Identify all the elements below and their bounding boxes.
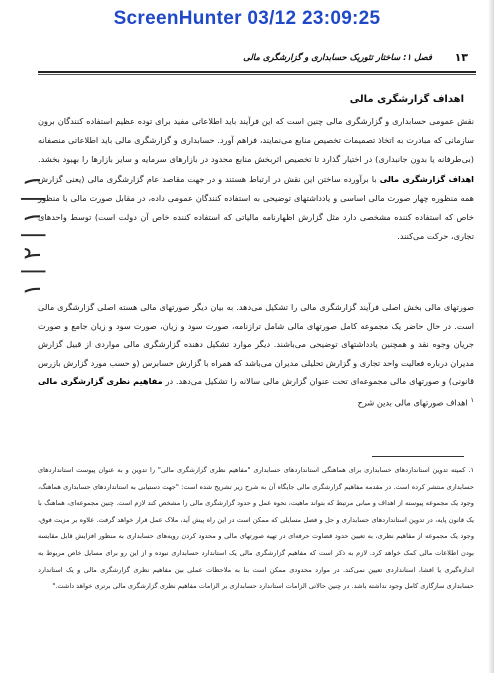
page-number: ۱۳ [454, 51, 468, 64]
footnote-divider [372, 456, 464, 457]
paragraph-2-bold-term: مفاهیم نظری گزارشگری مالی [38, 376, 163, 387]
scan-edge-shadow [488, 0, 494, 673]
section-heading: اهداف گزارشگری مالی [349, 94, 464, 105]
paragraph-1-bold-term: اهداف گزارشگری مالی [379, 173, 474, 184]
paragraph-2 [38, 298, 474, 412]
handwritten-margin-note: ۱ | ۲ | ۱ | ۱ [18, 174, 46, 296]
paragraph-1-text: نقش عمومی حسابداری و گزارشگری مالی چنین است که این فرآیند باید اطلاعاتی مفید برای توده عظیم استفاده کنندگان برون سازمانی که مبادرت به اتخاذ تصمیمات تخصیص منابع می‌نمایند، فراهم آورد. حسابداری و گزارشگری مالی باید اطلاعاتی منصفانه (بی‌طرفانه یا بدون جانبداری) در اختیار گذارد تا تخصیص اثربخش منابع محدود در بازارهای سرمایه و سایر بازارها را بهبود بخشد. [38, 116, 474, 165]
paragraph-2-end: اهداف صورتهای مالی بدین شرح [357, 397, 468, 408]
footnote-text: ۱. کمیته تدوین استانداردهای حسابداری برای هماهنگی استانداردهای حسابداری "مفاهیم نظری گزارشگری مالی" را تدوین و به عنوان پیوست استانداردهای حسابداری منتشر کرده است. در مقدمه مفاهیم گزارشگری مالی جایگاه آن به شرح زیر تشریح شده است: "جهت دستیابی به استانداردهای حسابداری هماهنگ، وجود یک مجموعه پیوسته از اهداف و مبانی مرتبط که بتواند ماهیت، نحوه عمل و حدود گزارشگری مالی را مشخص کند لازم است. چنین مجموعه‌ای، هماهنگ با یک قانون پایه، در تدوین استانداردهای حسابداری و حل و فصل مسایلی که ممکن است در این راه پیش آید، ملاک عمل قرار خواهد گرفت. علاوه بر مزیت فوق، وجود یک مجموعه از مفاهیم نظری، به تعیین حدود قضاوت حرفه‌ای در تهیه صورتهای مالی و محدود کردن رویه‌های حسابداری به منظور افزایش قابل مقایسه بودن اطلاعات مالی کمک خواهد کرد. لازم به ذکر است که مفاهیم گزارشگری مالی یک استاندارد حسابداری نبوده و از این رو برای مسایل خاص مربوط به اندازه‌گیری یا افشا، استانداردی تعیین نمی‌کند. در موارد محدودی ممکن است بنا به ملاحظات عملی بین مفاهیم نظری گزارشگری مالی و یک استاندارد حسابداری سازگاری کامل وجود نداشته باشد. در چنین حالاتی الزامات استاندارد حسابداری بر الزامات مفاهیم نظری گزارشگری مالی برتری خواهد داشت." [38, 466, 474, 591]
page-header [38, 50, 470, 68]
footnote-marker: ۱ [470, 395, 474, 404]
screenhunter-timestamp: ScreenHunter 03/12 23:09:25 [113, 8, 381, 29]
header-rule [38, 71, 476, 73]
paragraph-2-text: صورتهای مالی بخش اصلی فرآیند گزارشگری مالی را تشکیل می‌دهد. به بیان دیگر صورتهای مالی هسته اصلی گزارشگری مالی است. در حال حاضر یک مجموعه کامل صورتهای مالی شامل ترازنامه، صورت سود و زیان، صورت سود و زیان جامع و صورت جریان وجوه نقد و همچنین یادداشتهای توضیحی می‌باشند. دیگر موارد تشکیل دهنده گزارشگری مالی مواردی از قبیل گزارش مدیران درباره فعالیت واحد تجاری و گزارش تحلیلی مدیران می‌باشد که همراه با گزارش حسابرس (و حسب مورد گزارش بازرس قانونی) و صورتهای مالی مجموعه‌ای تحت عنوان گزارش مالی سالانه را تشکیل می‌دهد. در [38, 302, 474, 387]
paragraph-1 [38, 112, 474, 246]
paragraph-1-continuation: با برآورده ساختن این نقش در ارتباط هستند و در جهت مقاصد عام گزارشگری مالی (یعنی گزارش همه منظوره چهار صورت مالی اساسی و یادداشتهای توضیحی به استفاده کنندگان عمومی داده، در مقابل صورت مالی با منظور خاص که استفاده کننده مشخصی دارد مثل گزارش اظهارنامه مالیاتی که استفاده کننده خاص آن دولت است) توسط واحدهای تجاری، حرکت می‌کنند. [38, 173, 474, 242]
chapter-title: فصل ۱: ساختار تئوریک حسابداری و گزارشگری مالی [243, 53, 432, 63]
header-rule-thin [38, 74, 476, 75]
